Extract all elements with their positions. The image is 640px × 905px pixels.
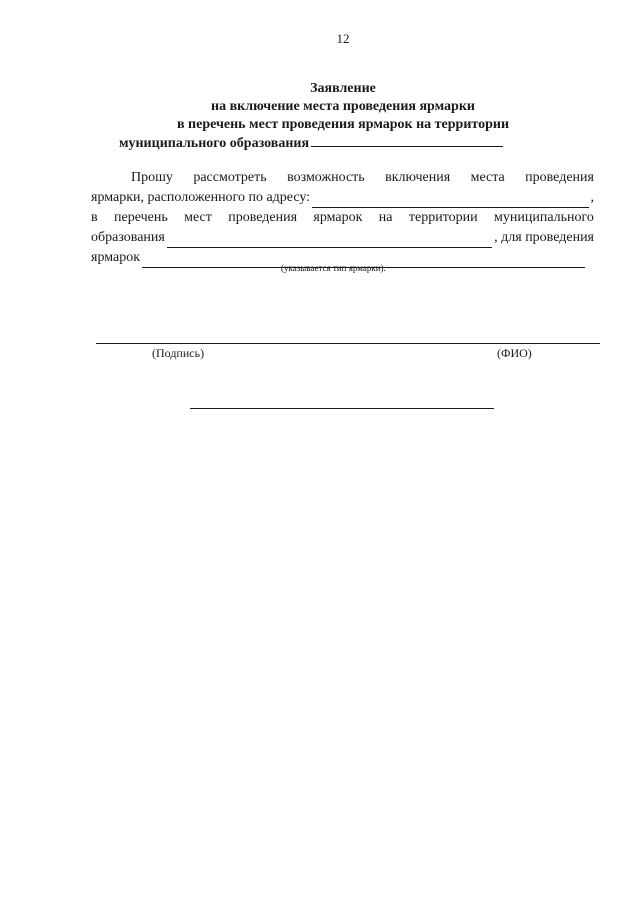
body-word: мест [184,210,212,225]
body-word: возможность [287,170,365,185]
application-body [91,168,594,268]
address-blank [312,193,588,208]
body-row-4-start: образования [91,230,165,245]
body-word: проведения [228,210,298,225]
body-row-2-end: , [590,190,594,205]
full-name-label: (ФИО) [497,346,532,360]
bottom-blank-line [190,408,494,409]
body-row-2 [91,188,594,208]
title-line-4-text: муниципального образования [118,136,310,151]
title-line-4 [0,134,640,153]
body-word: на [378,210,393,225]
body-row-1 [91,168,594,188]
signature-label: (Подпись) [152,346,205,360]
body-row-5-start: ярмарок [91,250,141,265]
body-row-4-end: , для проведения [494,230,594,245]
body-word: рассмотреть [193,170,267,185]
document-title [0,80,640,153]
title-line-3: в перечень мест проведения ярмарок на территории [176,117,510,132]
body-row-4 [91,228,594,248]
page-number: 12 [336,31,350,46]
body-word: места [470,170,505,185]
municipality-blank [311,134,503,147]
body-row-2-text: ярмарки, расположенного по адресу: [91,190,311,205]
body-word: перечень [114,210,168,225]
municipality-blank-2 [167,233,492,248]
body-word: Прошу [131,170,173,185]
body-word: территории [408,210,478,225]
body-word: проведения [525,170,594,185]
body-word: включения [385,170,451,185]
title-line-1: Заявление [310,81,376,96]
signature-line [96,343,600,344]
body-word: ярмарок [313,210,363,225]
body-word: муниципального [494,210,594,225]
fair-type-caption: (указывается тип ярмарки). [281,263,386,273]
body-word: в [91,210,98,225]
title-line-2: на включение места проведения ярмарки [211,99,475,114]
body-row-3 [91,208,594,228]
